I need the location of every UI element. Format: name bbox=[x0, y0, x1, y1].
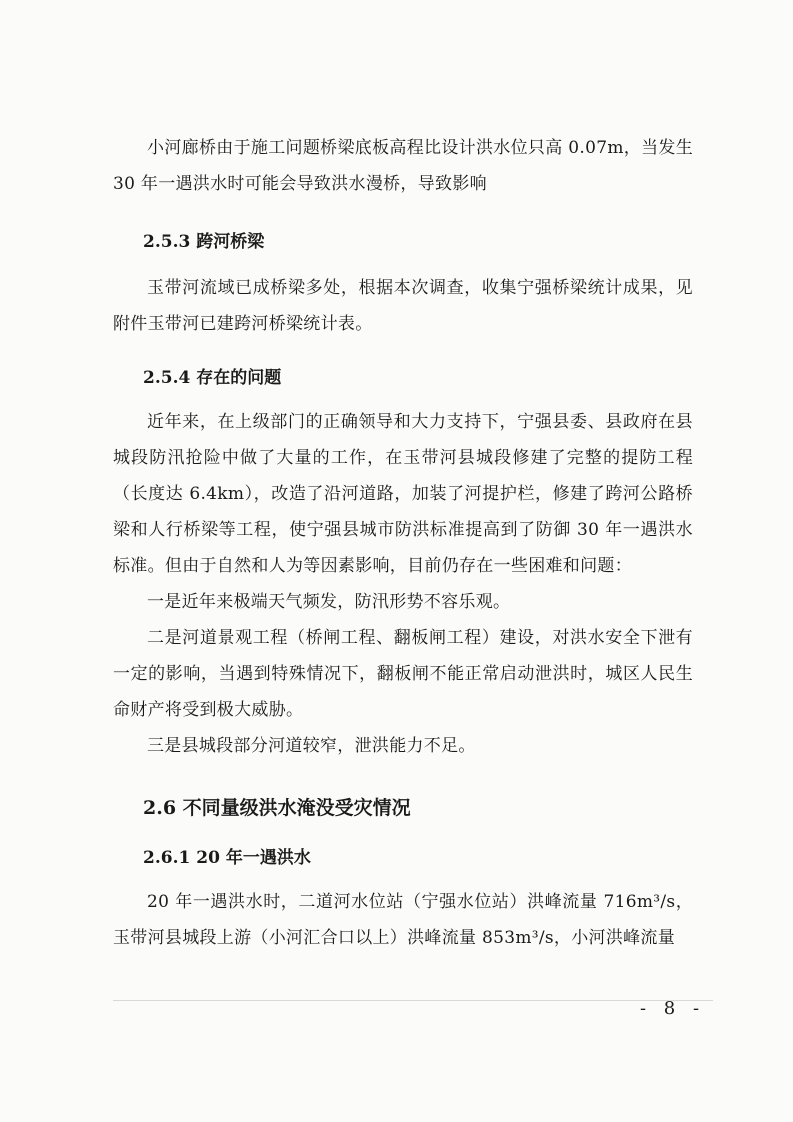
paragraph-bridges: 玉带河流域已成桥梁多处，根据本次调查，收集宁强桥梁统计成果，见附件玉带河已建跨河桥梁统计表。 bbox=[113, 278, 693, 334]
heading-2-6-1: 2.6.1 20 年一遇洪水 bbox=[143, 848, 311, 868]
paragraph-problem-3: 三是县城段部分河道较窄，泄洪能力不足。 bbox=[147, 736, 476, 756]
paragraph-problems-intro: 近年来，在上级部门的正确领导和大力支持下，宁强县委、县政府在县城段防汛抢险中做了大量的工作，在玉带河县城段修建了完整的提防工程（长度达 6.4km），改造了沿河道路，加装了河提护栏，修建了跨河公路桥梁和人行桥梁等工程，使宁强县城市防洪标准提高到了防御 30 年一遇洪水标准。但由于自然和人为等因素影响，目前仍存在一些困难和问题： bbox=[113, 412, 693, 576]
heading-2-6: 2.6 不同量级洪水淹没受灾情况 bbox=[143, 797, 411, 819]
paragraph-problem-1: 一是近年来极端天气频发，防汛形势不容乐观。 bbox=[147, 592, 511, 612]
heading-2-5-3: 2.5.3 跨河桥梁 bbox=[143, 232, 265, 252]
paragraph-bridge-issue: 小河廊桥由于施工问题桥梁底板高程比设计洪水位只高 0.07m，当发生 30 年一遇洪水时可能会导致洪水漫桥，导致影响 bbox=[113, 138, 693, 194]
paragraph-problem-2: 二是河道景观工程（桥闸工程、翻板闸工程）建设，对洪水安全下泄有一定的影响，当遇到特殊情况下，翻板闸不能正常启动泄洪时，城区人民生命财产将受到极大威胁。 bbox=[113, 628, 693, 720]
footer-divider bbox=[113, 1000, 713, 1001]
page-number: - 8 - bbox=[640, 998, 706, 1019]
paragraph-20yr-flood: 20 年一遇洪水时，二道河水位站（宁强水位站）洪峰流量 716m³/s，玉带河县城段上游（小河汇合口以上）洪峰流量 853m³/s，小河洪峰流量 bbox=[113, 892, 693, 948]
heading-2-5-4: 2.5.4 存在的问题 bbox=[143, 368, 282, 388]
